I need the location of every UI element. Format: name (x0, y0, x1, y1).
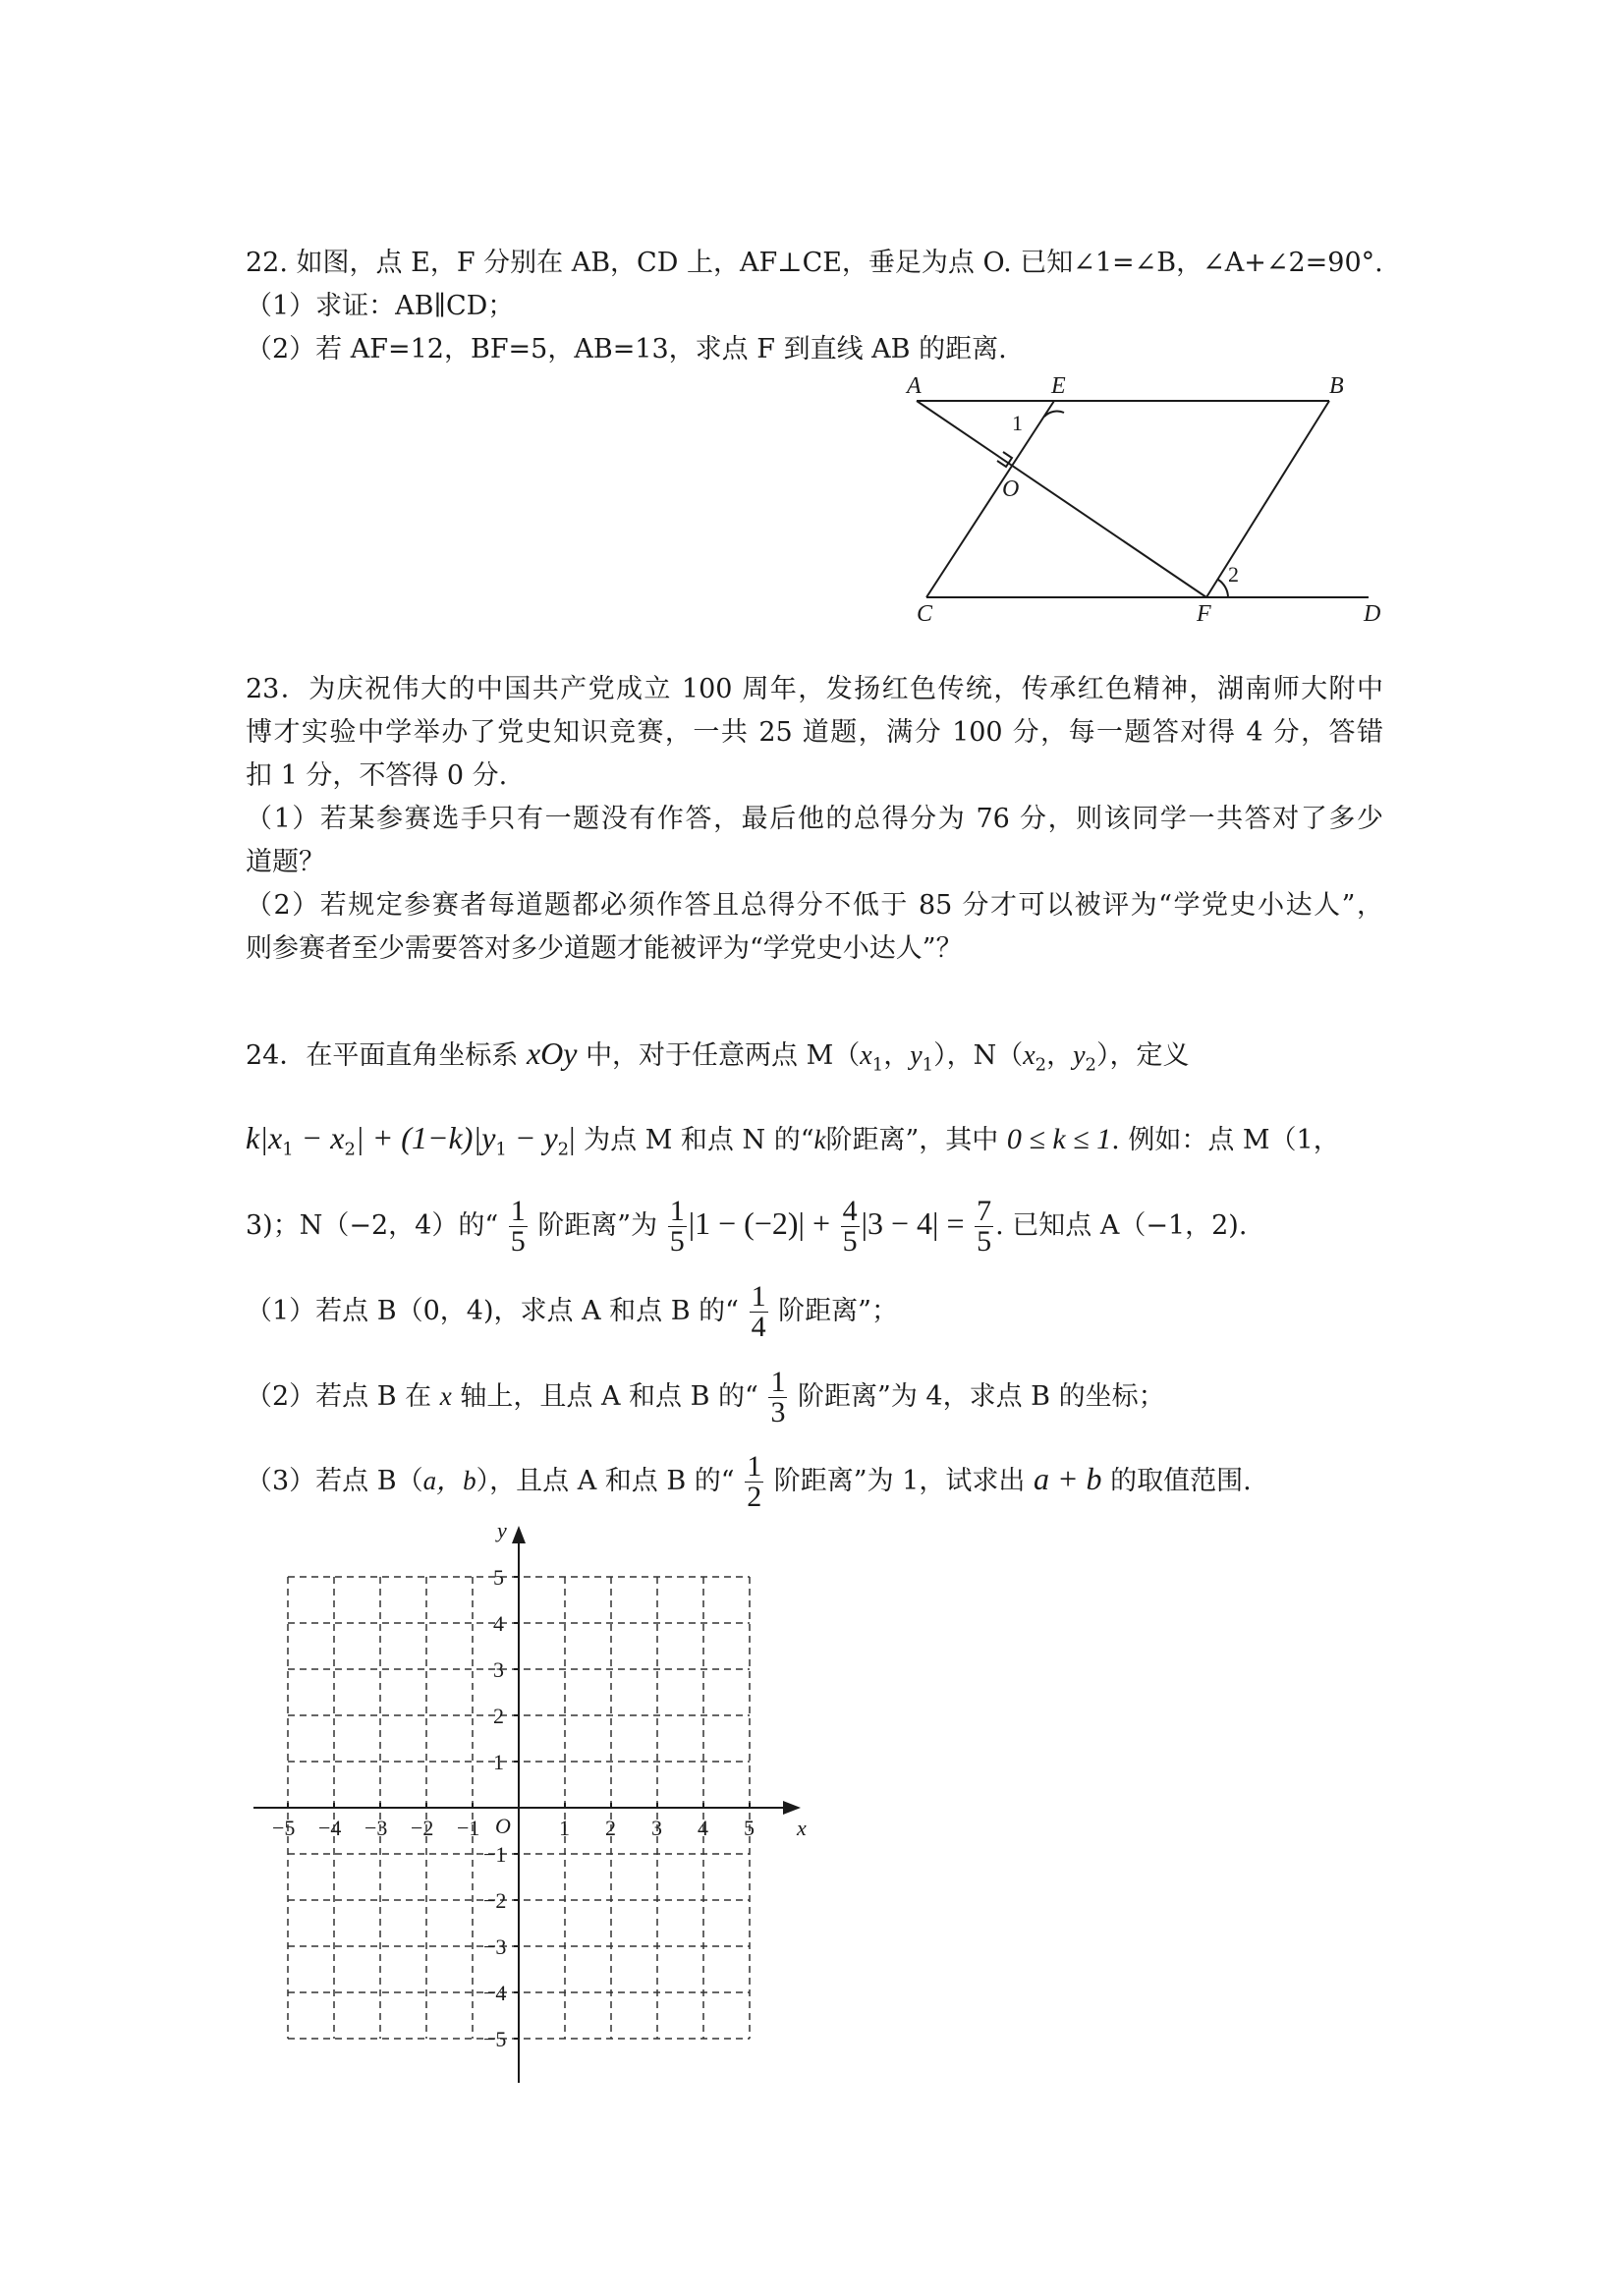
x-tick-label: 3 (651, 1816, 662, 1840)
fraction: $\frac{1}{3}$ (770, 1366, 786, 1428)
y-axis-label: y (497, 1518, 507, 1542)
q24-line3: 3)；N（−2，4）的“ $\frac{1}{5}$ 阶距离”为 $\frac{1}{5}$ |1 − (−2)| + $\frac{4}{5}$ |3 − 4| = $\frac{7}{5}$ . 已知点 A（−1，2). (246, 1195, 1248, 1258)
q23-line1: 23．为庆祝伟大的中国共产党成立 100 周年，发扬红色传统，传承红色精神，湖南师大附中 (246, 674, 1383, 704)
q23-line3: 扣 1 分，不答得 0 分. (246, 760, 508, 791)
x-tick-label: 1 (559, 1816, 570, 1840)
label-e: E (1051, 373, 1066, 399)
fraction: $\frac{1}{2}$ (747, 1450, 762, 1513)
x-tick-label: −5 (272, 1816, 296, 1840)
y-axis-arrow (512, 1526, 526, 1543)
x-tick-label: −3 (364, 1816, 388, 1840)
y-tick-label: 3 (493, 1657, 504, 1682)
q24-part1: （1）若点 B（0，4)，求点 A 和点 B 的“ $\frac{1}{4}$ 阶距离”； (246, 1280, 898, 1343)
q23-part1a: （1）若某参赛选手只有一题没有作答，最后他的总得分为 76 分，则该同学一共答对了多少 (246, 804, 1383, 834)
q23-part1b: 道题？ (246, 847, 325, 877)
y-tick-label: −3 (483, 1934, 507, 1959)
y-tick-label: 4 (493, 1611, 504, 1636)
label-a: A (907, 373, 922, 399)
label-f: F (1197, 601, 1211, 627)
q23-part2a: （2）若规定参赛者每道题都必须作答且总得分不低于 85 分才可以被评为“学党史小达人”， (246, 890, 1383, 921)
y-tick-label: −4 (483, 1981, 507, 2005)
x-tick-label: −2 (411, 1816, 434, 1840)
origin-label: O (495, 1814, 511, 1838)
label-c: C (917, 601, 933, 627)
label-angle1: 1 (1012, 411, 1023, 435)
x-tick-label: 5 (744, 1816, 755, 1840)
q24-line1: 24．在平面直角坐标系 xOy 中，对于任意两点 $M(x_1$，$y_1$），$N(x_2$，$y_2$），定义 (246, 1036, 1190, 1076)
q23-line2: 博才实验中学举办了党史知识竞赛，一共 25 道题，满分 100 分，每一题答对得 4 分，答错 (246, 717, 1383, 748)
q24-part2: （2）若点 B 在 x 轴上，且点 A 和点 B 的“ $\frac{1}{3}$ 阶距离”为 4，求点 B 的坐标； (246, 1366, 1165, 1428)
q23-part2b: 则参赛者至少需要答对多少道题才能被评为“学党史小达人”？ (246, 933, 963, 964)
label-b: B (1329, 373, 1344, 399)
q22-stem: 22. 如图，点 E，F 分别在 AB，CD 上，AF⊥CE，垂足为点 O. 已知∠1=∠B，∠A+∠2=90°. (246, 248, 1383, 278)
y-tick-label: −5 (483, 2027, 507, 2051)
fraction: $\frac{1}{5}$ (510, 1195, 526, 1258)
label-angle2: 2 (1228, 562, 1239, 587)
y-tick-label: 5 (493, 1565, 504, 1590)
q22-part1: （1）求证：AB∥CD； (246, 291, 515, 321)
x-axis-label: x (797, 1816, 807, 1840)
y-tick-label: −1 (483, 1842, 507, 1867)
y-tick-label: 1 (493, 1750, 504, 1774)
label-o: O (1002, 476, 1020, 502)
fraction: $\frac{1}{4}$ (751, 1280, 766, 1343)
y-tick-label: −2 (483, 1888, 507, 1913)
fraction: $\frac{4}{5}$ (842, 1195, 858, 1258)
fraction: $\frac{1}{5}$ (669, 1195, 685, 1258)
y-tick-label: 2 (493, 1704, 504, 1728)
x-tick-label: 4 (698, 1816, 708, 1840)
x-tick-label: 2 (605, 1816, 616, 1840)
fraction: $\frac{7}{5}$ (977, 1195, 992, 1258)
x-tick-label: −1 (457, 1816, 480, 1840)
x-tick-label: −4 (318, 1816, 342, 1840)
q22-part2: （2）若 AF=12，BF=5，AB=13，求点 F 到直线 AB 的距离. (246, 334, 1007, 364)
label-d: D (1364, 601, 1381, 627)
q24-line2: $k|x_1 - x_2| + (1-k)|y_1 - y_2|$ 为点 M 和点 N 的“k阶距离”，其中 0 ≤ k ≤ 1. 例如：点 M（1， (246, 1120, 1340, 1160)
q24-part3: （3）若点 B（a，b），且点 A 和点 B 的“ $\frac{1}{2}$ 阶距离”为 1，试求出 a + b 的取值范围. (246, 1450, 1252, 1513)
x-axis-arrow (783, 1801, 801, 1815)
